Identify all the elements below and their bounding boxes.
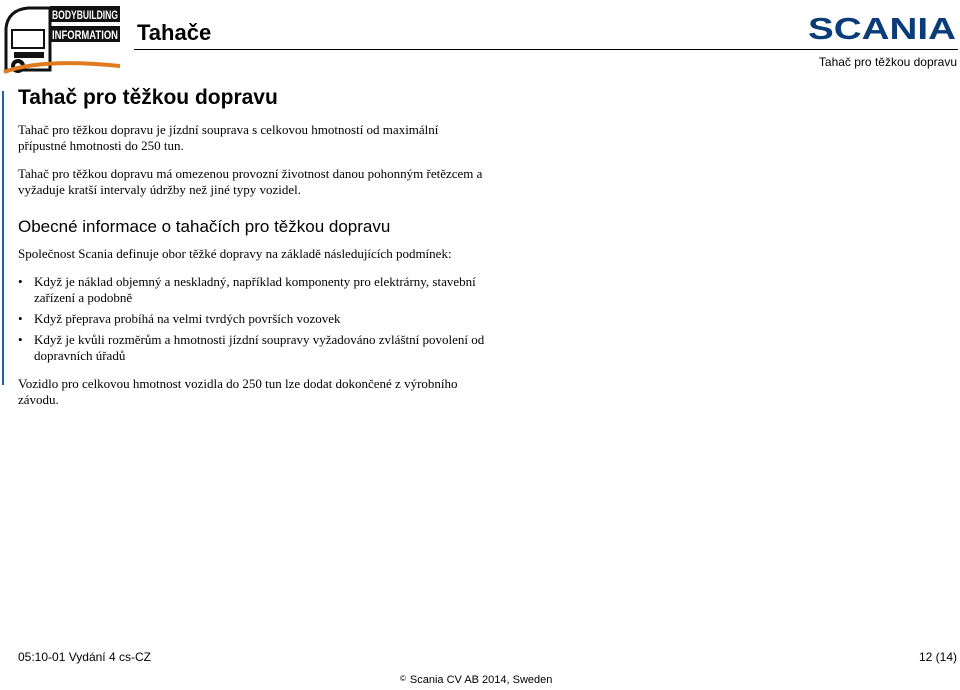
intro-paragraph-2: Tahač pro těžkou dopravu má omezenou provozní životnost danou pohonným řetězcem a vyžaduje kratší intervaly údržby než jiné typy vozidel. [18,166,483,197]
list-item: • Když přeprava probíhá na velmi tvrdých površích vozovek [18,311,488,327]
section-heading: Tahač pro těžkou dopravu [18,86,278,109]
page-number: 12 (14) [918,650,957,664]
brand-name: SCANIA [808,11,956,46]
document-id: 05:10-01 Vydání 4 cs-CZ [18,650,151,664]
conditions-list [18,274,488,364]
copyright-text: Scania CV AB 2014, Sweden [409,674,553,686]
page-title: Tahače [137,20,212,45]
subsection-lead: Společnost Scania definuje obor těžké dopravy na základě následujících podmínek: [18,246,452,261]
copyright-symbol: © [400,674,406,683]
bodybuilding-information-logo [2,0,122,74]
intro-paragraph-1: Tahač pro těžkou dopravu je jízdní souprava s celkovou hmotností od maximální přípustné hmotnosti do 250 tun. [18,122,439,153]
copyright-notice [400,674,552,686]
logo-line-1: BODYBUILDING [52,8,118,22]
closing-paragraph: Vozidlo pro celkovou hmotnost vozidla do 250 tun lze dodat dokončené z výrobního závodu. [18,376,458,407]
document-subtitle: Tahač pro těžkou dopravu [818,55,957,69]
list-item: • Když je kvůli rozměrům a hmotnosti jízdní soupravy vyžadováno zvláštní povolení od dopravních úřadů [18,332,488,364]
main-content [18,84,488,420]
header-divider [134,49,958,50]
list-item: • Když je náklad objemný a neskladný, například komponenty pro elektrárny, stavební zařízení a podobně [18,274,488,306]
scania-logo [808,10,956,44]
logo-line-2: INFORMATION [52,28,118,42]
change-bar [2,91,4,385]
subsection-heading: Obecné informace o tahačích pro těžkou dopravu [18,217,391,236]
